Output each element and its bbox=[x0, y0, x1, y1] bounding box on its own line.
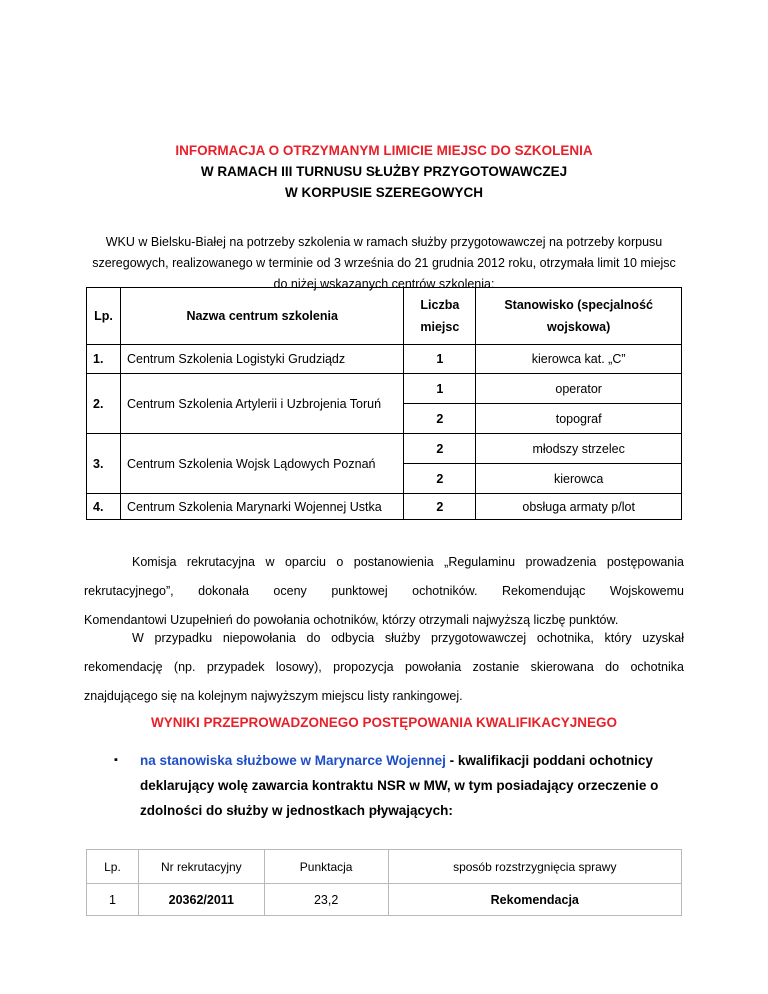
result-resolution: Rekomendacja bbox=[388, 884, 681, 916]
row-places: 2 bbox=[404, 434, 476, 464]
bullet-text bbox=[140, 748, 674, 823]
row-lp: 4. bbox=[87, 494, 121, 520]
header-lp: Lp. bbox=[87, 288, 121, 345]
result-lp: 1 bbox=[87, 884, 139, 916]
paragraph-line: Komendantowi Uzupełnień do powołania ochotników, którzy otrzymali najwyższą liczbę punktów. bbox=[84, 613, 619, 627]
title-line-3: W KORPUSIE SZEREGOWYCH bbox=[284, 185, 483, 200]
results-header-lp: Lp. bbox=[87, 850, 139, 884]
bullet-highlight: na stanowiska służbowe w Marynarce Wojennej bbox=[140, 753, 446, 768]
paragraph-line: rekomendację (np. przypadek losowy), propozycja powołania zostanie skierowana do ochotnika bbox=[84, 660, 684, 674]
paragraph-line: rekrutacyjnego”, dokonała oceny punktowej ochotników. Rekomendując Wojskowemu bbox=[84, 584, 684, 598]
table-header-row bbox=[87, 288, 682, 345]
row-lp: 1. bbox=[87, 345, 121, 374]
result-nr: 20362/2011 bbox=[138, 884, 264, 916]
results-header-resolution: sposób rozstrzygnięcia sprawy bbox=[388, 850, 681, 884]
result-points: 23,2 bbox=[264, 884, 388, 916]
row-center-name: Centrum Szkolenia Artylerii i Uzbrojenia Toruń bbox=[120, 374, 403, 434]
table-row bbox=[87, 374, 682, 404]
results-header-points: Punktacja bbox=[264, 850, 388, 884]
intro-paragraph: WKU w Bielsku-Białej na potrzeby szkolenia w ramach służby przygotowawczej na potrzeby korpusu szeregowych, realizowanego w terminie od 3 września do 21 grudnia 2012 roku, otrzymała limit 10 miejsc do niżej wskazanych centrów szkolenia: bbox=[92, 235, 676, 291]
header-position: Stanowisko (specjalność wojskowa) bbox=[476, 288, 682, 345]
title-line-1: INFORMACJA O OTRZYMANYM LIMICIE MIEJSC DO SZKOLENIA bbox=[175, 143, 593, 158]
row-center-name: Centrum Szkolenia Wojsk Lądowych Poznań bbox=[120, 434, 403, 494]
row-position: młodszy strzelec bbox=[476, 434, 682, 464]
results-header-row bbox=[87, 850, 682, 884]
row-lp: 3. bbox=[87, 434, 121, 494]
navy-bullet bbox=[114, 748, 674, 823]
row-places: 2 bbox=[404, 464, 476, 494]
table-row bbox=[87, 884, 682, 916]
paragraph-line: Komisja rekrutacyjna w oparciu o postanowienia „Regulaminu prowadzenia postępowania bbox=[132, 555, 684, 569]
paragraph-line: znajdującego się na kolejnym najwyższym miejscu listy rankingowej. bbox=[84, 689, 463, 703]
document-title bbox=[0, 140, 768, 203]
header-places: Liczba miejsc bbox=[404, 288, 476, 345]
row-lp: 2. bbox=[87, 374, 121, 434]
bullet-rest: - kwalifikacji poddani ochotnicy deklarujący wolę zawarcia kontraktu NSR w MW, w tym posiadający orzeczenie o zdolności do służby w jednostkach pływających: bbox=[140, 753, 659, 818]
row-position: kierowca kat. „C” bbox=[476, 345, 682, 374]
table-row bbox=[87, 494, 682, 520]
results-header-nr: Nr rekrutacyjny bbox=[138, 850, 264, 884]
results-table bbox=[86, 849, 682, 916]
row-places: 1 bbox=[404, 374, 476, 404]
row-position: operator bbox=[476, 374, 682, 404]
paragraph-line: W przypadku niepowołania do odbycia służby przygotowawczej ochotnika, który uzyskał bbox=[132, 631, 684, 645]
row-places: 1 bbox=[404, 345, 476, 374]
square-bullet-icon: ▪ bbox=[114, 754, 118, 766]
row-position: obsługa armaty p/lot bbox=[476, 494, 682, 520]
recruitment-paragraph bbox=[84, 548, 684, 635]
title-line-2: W RAMACH III TURNUSU SŁUŻBY PRZYGOTOWAWCZEJ bbox=[200, 164, 568, 179]
row-center-name: Centrum Szkolenia Logistyki Grudziądz bbox=[120, 345, 403, 374]
fallback-paragraph bbox=[84, 624, 684, 711]
results-title: WYNIKI PRZEPROWADZONEGO POSTĘPOWANIA KWALIFIKACYJNEGO bbox=[150, 715, 618, 730]
training-centers-table bbox=[86, 287, 682, 520]
row-places: 2 bbox=[404, 404, 476, 434]
table-row bbox=[87, 345, 682, 374]
row-position: kierowca bbox=[476, 464, 682, 494]
row-position: topograf bbox=[476, 404, 682, 434]
row-center-name: Centrum Szkolenia Marynarki Wojennej Ustka bbox=[120, 494, 403, 520]
table-row bbox=[87, 434, 682, 464]
row-places: 2 bbox=[404, 494, 476, 520]
header-center-name: Nazwa centrum szkolenia bbox=[120, 288, 403, 345]
